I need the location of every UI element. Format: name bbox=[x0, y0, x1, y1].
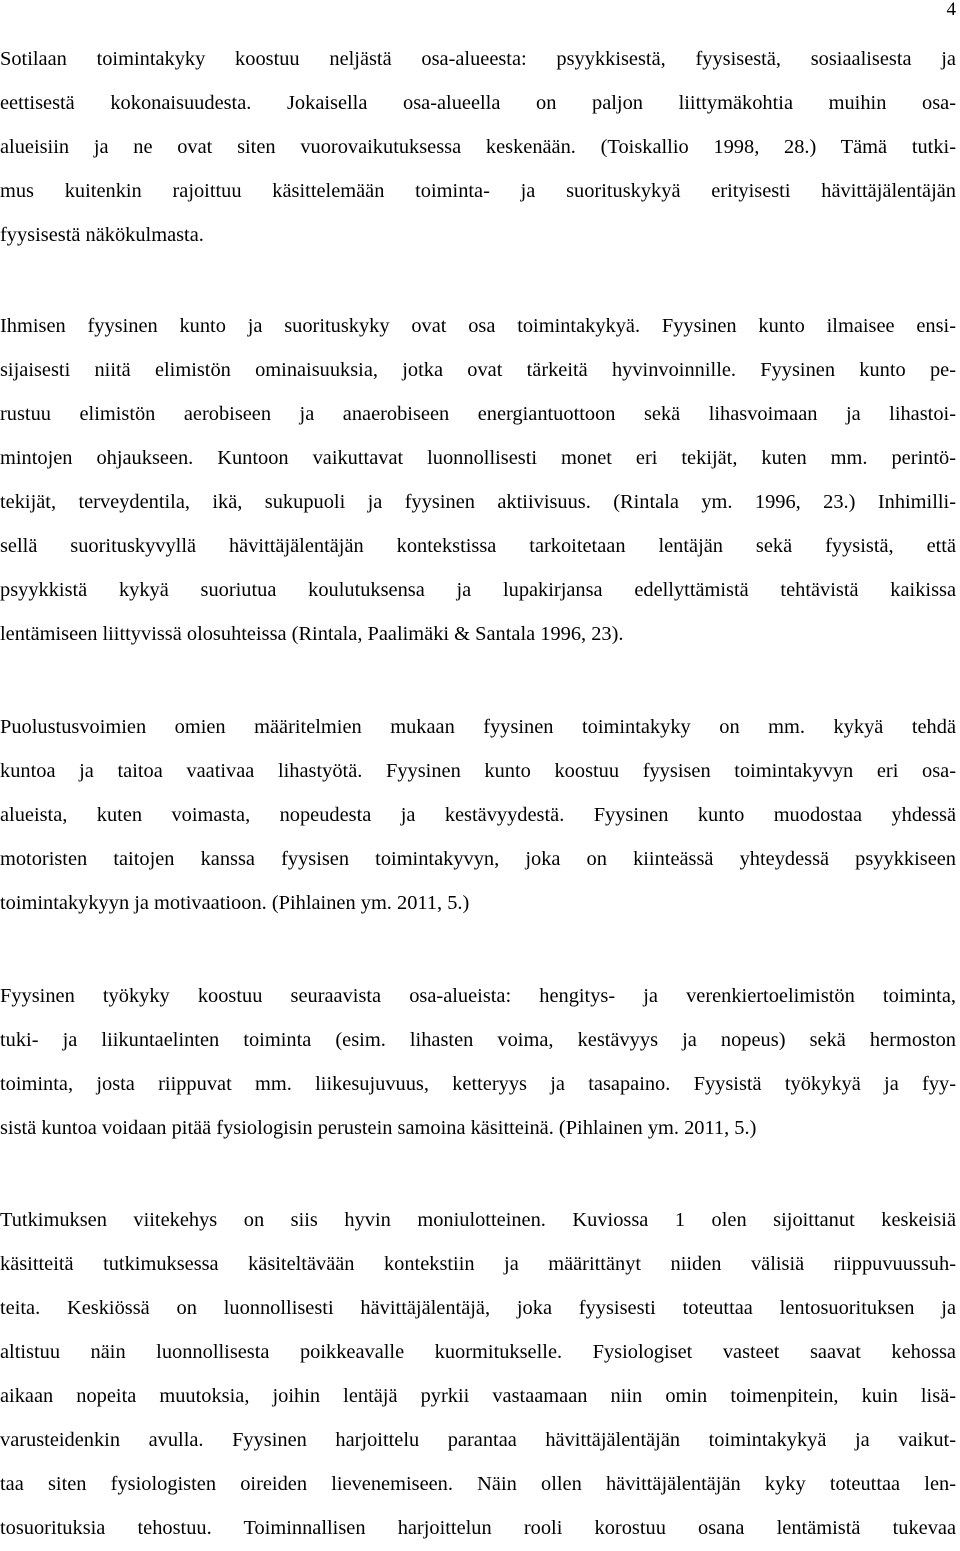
text-line: Fyysinen työkyky koostuu seuraavista osa-alueista: hengitys- ja verenkiertoelimistön toiminta, bbox=[0, 985, 956, 1007]
text-line: Ihmisen fyysinen kunto ja suorituskyky ovat osa toimintakykyä. Fyysinen kunto ilmaisee ensi- bbox=[0, 315, 956, 337]
text-line: mintojen ohjaukseen. Kuntoon vaikuttavat luonnollisesti monet eri tekijät, kuten mm. perintö- bbox=[0, 447, 956, 469]
text-line: motoristen taitojen kanssa fyysisen toimintakyvyn, joka on kiinteässä yhteydessä psyykkiseen bbox=[0, 848, 956, 870]
text-line: alueisiin ja ne ovat siten vuorovaikutuksessa keskenään. (Toiskallio 1998, 28.) Tämä tutki- bbox=[0, 136, 956, 158]
text-line: altistuu näin luonnollisesta poikkeavalle kuormitukselle. Fysiologiset vasteet saavat kehossa bbox=[0, 1341, 956, 1363]
text-line: Tutkimuksen viitekehys on siis hyvin moniulotteinen. Kuviossa 1 olen sijoittanut keskeisiä bbox=[0, 1209, 956, 1231]
text-line: eettisestä kokonaisuudesta. Jokaisella osa-alueella on paljon liittymäkohtia muihin osa- bbox=[0, 92, 956, 114]
text-line: mus kuitenkin rajoittuu käsittelemään toiminta- ja suorituskykyä erityisesti hävittäjälentäjän bbox=[0, 180, 956, 202]
text-line: fyysisestä näkökulmasta. bbox=[0, 224, 204, 246]
text-line: toimintakykyyn ja motivaatioon. (Pihlainen ym. 2011, 5.) bbox=[0, 892, 470, 914]
text-line: teita. Keskiössä on luonnollisesti hävittäjälentäjä, joka fyysisesti toteuttaa lentosuorituksen ja bbox=[0, 1297, 956, 1319]
text-line: psyykkistä kykyä suoriutua koulutuksensa ja lupakirjansa edellyttämistä tehtävistä kaikissa bbox=[0, 579, 956, 601]
text-line: lentämiseen liittyvissä olosuhteissa (Rintala, Paalimäki & Santala 1996, 23). bbox=[0, 623, 624, 645]
text-line: Puolustusvoimien omien määritelmien mukaan fyysinen toimintakyky on mm. kykyä tehdä bbox=[0, 716, 956, 738]
text-line: Sotilaan toimintakyky koostuu neljästä osa-alueesta: psyykkisestä, fyysisestä, sosiaalisesta ja bbox=[0, 48, 956, 70]
text-line: alueista, kuten voimasta, nopeudesta ja kestävyydestä. Fyysinen kunto muodostaa yhdessä bbox=[0, 804, 956, 826]
text-line: sistä kuntoa voidaan pitää fysiologisin perustein samoina käsitteinä. (Pihlainen ym. 2011, 5.) bbox=[0, 1117, 757, 1139]
text-line: varusteidenkin avulla. Fyysinen harjoittelu parantaa hävittäjälentäjän toimintakykyä ja vaikut- bbox=[0, 1429, 956, 1451]
text-line: sellä suorituskyvyllä hävittäjälentäjän kontekstissa tarkoitetaan lentäjän sekä fyysistä, että bbox=[0, 535, 956, 557]
text-line: tuki- ja liikuntaelinten toiminta (esim. lihasten voima, kestävyys ja nopeus) sekä hermoston bbox=[0, 1029, 956, 1051]
text-line: taa siten fysiologisten oireiden lievenemiseen. Näin ollen hävittäjälentäjän kyky toteuttaa len- bbox=[0, 1473, 956, 1495]
text-line: tekijät, terveydentila, ikä, sukupuoli ja fyysinen aktiivisuus. (Rintala ym. 1996, 23.) Inhimilli- bbox=[0, 491, 956, 513]
text-line: sijaisesti niitä elimistön ominaisuuksia, jotka ovat tärkeitä hyvinvoinnille. Fyysinen kunto pe- bbox=[0, 359, 956, 381]
text-line: tosuorituksia tehostuu. Toiminnallisen harjoittelun rooli korostuu osana lentämistä tukevaa bbox=[0, 1517, 956, 1539]
text-line: aikaan nopeita muutoksia, joihin lentäjä pyrkii vastaamaan niin omin toimenpitein, kuin lisä- bbox=[0, 1385, 956, 1407]
text-line: käsitteitä tutkimuksessa käsiteltävään kontekstiin ja määrittänyt niiden välisiä riippuvuussuh- bbox=[0, 1253, 956, 1275]
page-number: 4 bbox=[946, 0, 956, 20]
text-line: kuntoa ja taitoa vaativaa lihastyötä. Fyysinen kunto koostuu fyysisen toimintakyvyn eri osa- bbox=[0, 760, 956, 782]
text-line: toiminta, josta riippuvat mm. liikesujuvuus, ketteryys ja tasapaino. Fyysistä työkykyä ja fyy- bbox=[0, 1073, 956, 1095]
text-line: rustuu elimistön aerobiseen ja anaerobiseen energiantuottoon sekä lihasvoimaan ja lihastoi- bbox=[0, 403, 956, 425]
